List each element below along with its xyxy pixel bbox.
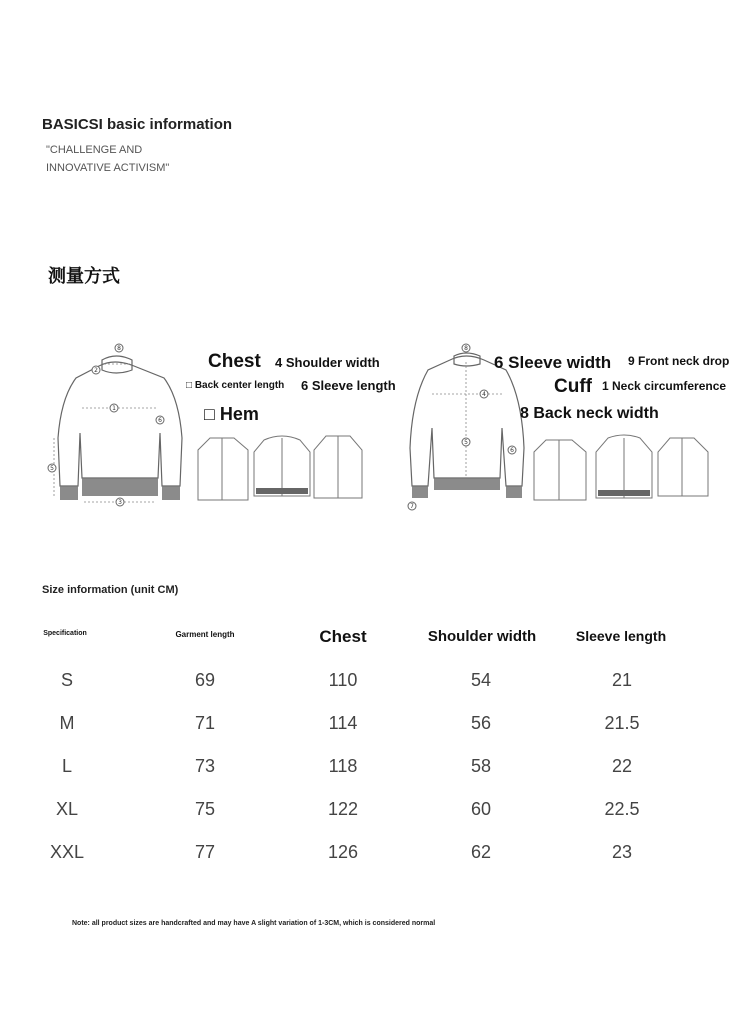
diagram-a-num: 8 — [117, 345, 121, 352]
cell-shoulder-width: 58 — [470, 756, 492, 776]
label-hem: □ Hem — [204, 404, 259, 424]
header-specification: Specification — [43, 630, 87, 637]
cell-garment-length: 75 — [194, 799, 216, 819]
cell-chest: 126 — [327, 842, 359, 862]
cell-sleeve-length: 21 — [611, 670, 633, 690]
cell-chest: 114 — [328, 713, 358, 733]
cell-size: M — [59, 713, 75, 733]
slogan-line-2: INNOVATIVE ACTIVISM" — [46, 162, 170, 174]
cell-shoulder-width: 62 — [470, 842, 492, 862]
size-variation-note: Note: all product sizes are handcrafted and may have A slight variation of 1-3CM, which is considered normal — [72, 920, 436, 927]
cell-shoulder-width: 56 — [470, 713, 492, 733]
diagram-b-num: 7 — [410, 503, 414, 510]
diagram-a-num: 2 — [94, 367, 98, 374]
cell-size: XXL — [49, 842, 85, 862]
label-shoulder-width: 4 Shoulder width — [275, 355, 380, 370]
label-sleeve-length: 6 Sleeve length — [301, 378, 396, 393]
diagram-b-num: 4 — [482, 391, 486, 398]
cell-chest: 110 — [328, 670, 358, 690]
cell-garment-length: 77 — [194, 842, 216, 862]
measure-method-title: 测量方式 — [48, 266, 120, 286]
cell-shoulder-width: 54 — [470, 670, 492, 690]
diagram-b-num: 6 — [510, 447, 514, 454]
jacket-thumbnails-left — [192, 430, 372, 510]
header-chest: Chest — [319, 627, 367, 646]
cell-garment-length: 69 — [194, 670, 216, 690]
diagram-b-num: 8 — [464, 345, 468, 352]
cell-sleeve-length: 21.5 — [604, 713, 640, 733]
diagram-a-num: 5 — [50, 465, 54, 472]
cell-shoulder-width: 60 — [470, 799, 492, 819]
size-info-title: Size information (unit CM) — [42, 584, 179, 596]
cell-chest: 118 — [328, 756, 358, 776]
label-sleeve-width: 6 Sleeve width — [494, 353, 612, 372]
cell-chest: 122 — [327, 799, 359, 819]
label-back-center-length: □ Back center length — [186, 380, 285, 391]
cell-sleeve-length: 23 — [611, 842, 633, 862]
diagram-a-num: 1 — [112, 405, 116, 412]
jacket-thumbnails-right — [528, 430, 718, 510]
cell-garment-length: 71 — [194, 713, 216, 733]
label-neck-circumference: 1 Neck circumference — [602, 379, 727, 393]
cell-garment-length: 73 — [194, 756, 216, 776]
cell-size: XL — [55, 799, 79, 819]
header-garment-length: Garment length — [175, 630, 235, 639]
cell-sleeve-length: 22 — [611, 756, 633, 776]
header-sleeve-length: Sleeve length — [575, 628, 667, 644]
label-chest: Chest — [208, 351, 261, 372]
label-cuff: Cuff — [554, 376, 592, 397]
diagram-a-num: 3 — [118, 499, 122, 506]
cell-size: S — [60, 670, 74, 690]
cell-sleeve-length: 22.5 — [604, 799, 640, 819]
slogan — [46, 141, 169, 177]
cell-size: L — [61, 756, 73, 776]
diagram-b-num: 5 — [464, 439, 468, 446]
diagram-a-num: 6 — [158, 417, 162, 424]
label-front-neck-drop: 9 Front neck drop — [628, 354, 730, 368]
header-shoulder-width: Shoulder width — [427, 628, 537, 645]
sweater-diagram-front — [44, 338, 194, 513]
label-back-neck-width: 8 Back neck width — [520, 405, 659, 422]
slogan-line-1: "CHALLENGE AND — [46, 144, 143, 156]
brand-title: BASICSI basic information — [42, 116, 233, 133]
